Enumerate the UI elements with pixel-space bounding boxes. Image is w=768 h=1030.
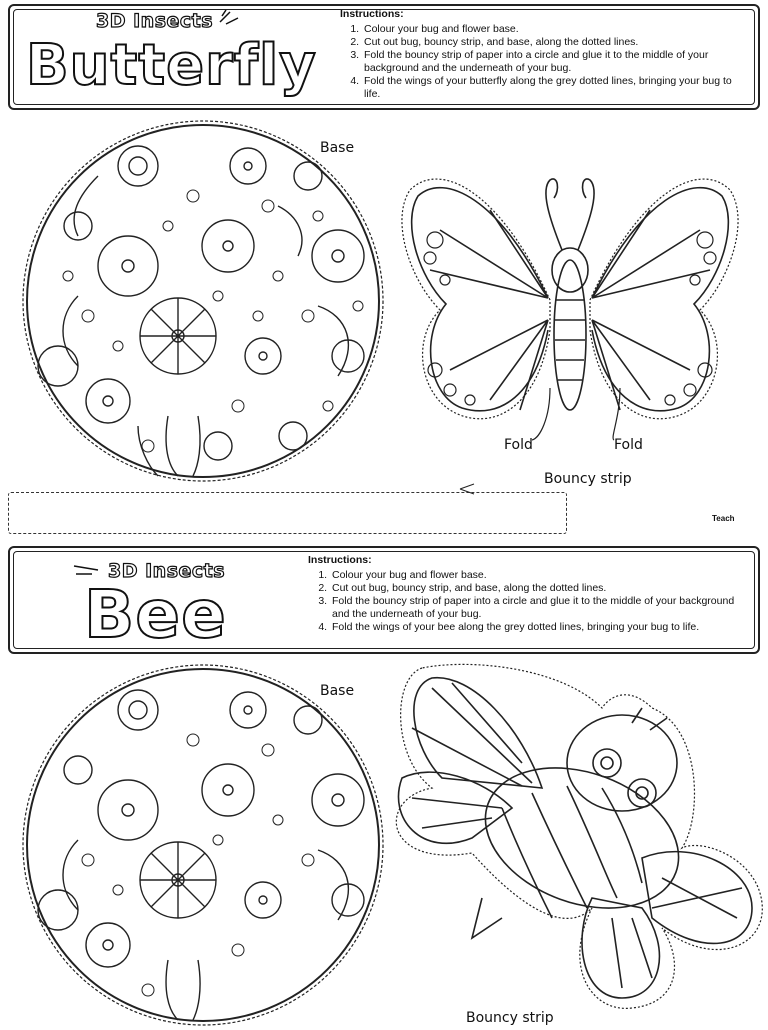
butterfly-bouncy-strip [8, 492, 567, 534]
butterfly-bouncy-label: Bouncy strip [544, 471, 632, 487]
butterfly-instructions [340, 8, 740, 101]
bee-cutout [392, 668, 762, 1008]
fold-leader-lines [530, 388, 650, 448]
instruction-step: 3. Fold the bouncy strip of paper into a circle and glue it to the middle of your background and the underneath of your bug. [362, 49, 740, 75]
bee-instructions [308, 554, 754, 634]
instruction-step: 3. Fold the bouncy strip of paper into a circle and glue it to the middle of your background and the underneath of your bug. [330, 595, 754, 621]
instruction-step: 1. Colour your bug and flower base. [362, 23, 740, 36]
scissors-icon [460, 484, 474, 494]
instruction-step: 1. Colour your bug and flower base. [330, 569, 754, 582]
bee-base-label: Base [320, 683, 355, 699]
bee-bouncy-label: Bouncy strip [466, 1010, 554, 1026]
fold-label-right: Fold [614, 437, 643, 453]
sparkle-icon [218, 8, 248, 28]
instruction-step: 2. Cut out bug, bouncy strip, and base, along the dotted lines. [330, 582, 754, 595]
butterfly-flower-base [18, 116, 388, 486]
bee-flower-base [18, 660, 388, 1030]
instructions-heading: Instructions: [308, 554, 372, 566]
bee-title: Bee [84, 576, 227, 653]
instruction-step: 2. Cut out bug, bouncy strip, and base, along the dotted lines. [362, 36, 740, 49]
brand-logo: Teach [712, 514, 735, 523]
butterfly-title: Butterfly [26, 33, 317, 98]
butterfly-base-label: Base [320, 140, 355, 156]
instructions-heading: Instructions: [340, 8, 404, 20]
bee-kicker: 3D Insects [108, 560, 226, 582]
fold-label-left: Fold [504, 437, 533, 453]
butterfly-kicker: 3D Insects [96, 10, 214, 32]
instruction-step: 4. Fold the wings of your bee along the grey dotted lines, bringing your bug to life. [330, 621, 754, 634]
instruction-step: 4. Fold the wings of your butterfly along the grey dotted lines, bringing your bug to life. [362, 75, 740, 101]
